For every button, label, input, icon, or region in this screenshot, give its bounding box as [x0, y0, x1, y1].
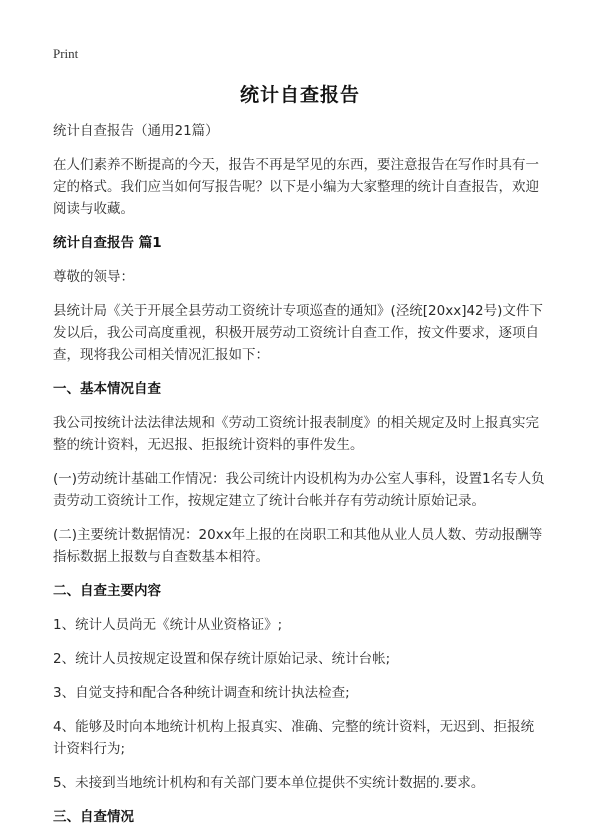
list-item: 5、未接到当地统计机构和有关部门要本单位提供不实统计数据的.要求。	[53, 775, 485, 791]
list-item: 3、自觉支持和配合各种统计调查和统计执法检查;	[53, 685, 350, 701]
document-body	[53, 120, 547, 840]
intro-paragraph: 在人们素养不断提高的今天，报告不再是罕见的东西，要注意报告在写作时具有一定的格式。我们应当如何写报告呢？以下是小编为大家整理的统计自查报告，欢迎阅读与收藏。	[53, 157, 539, 217]
body-paragraph: 县统计局《关于开展全县劳动工资统计专项巡查的通知》(泾统[20xx]42号)文件下发以后，我公司高度重视，积极开展劳动工资统计自查工作，按文件要求，逐项自查，现将我公司相关情况汇报如下：	[53, 303, 543, 363]
list-item: 4、能够及时向本地统计机构上报真实、准确、完整的统计资料，无迟到、拒报统计资料行为;	[53, 719, 535, 757]
section-heading-check: 三、自查情况	[53, 809, 134, 825]
list-item: 2、统计人员按规定设置和保存统计原始记录、统计台帐;	[53, 651, 391, 667]
print-link[interactable]: Print	[53, 46, 79, 61]
body-paragraph: (一)劳动统计基础工作情况：我公司统计内设机构为办公室人事科，设置1名专人负责劳动工资统计工作，按规定建立了统计台帐并存有劳动统计原始记录。	[53, 471, 545, 509]
section-heading-basic: 一、基本情况自查	[53, 381, 161, 397]
page-title: 统计自查报告	[239, 84, 360, 106]
salutation-paragraph: 尊敬的领导：	[53, 269, 134, 285]
list-item: 1、统计人员尚无《统计从业资格证》;	[53, 617, 283, 633]
body-paragraph: (二)主要统计数据情况：20xx年上报的在岗职工和其他从业人员人数、劳动报酬等指标数据上报数与自查数基本相符。	[53, 527, 543, 565]
body-paragraph: 我公司按统计法法律法规和《劳动工资统计报表制度》的相关规定及时上报真实完整的统计资料，无迟报、拒报统计资料的事件发生。	[53, 415, 539, 453]
section-heading-main: 二、自查主要内容	[53, 583, 161, 599]
section-heading-part1: 统计自查报告 篇1	[53, 235, 162, 251]
subtitle-paragraph: 统计自查报告（通用21篇）	[53, 123, 219, 139]
